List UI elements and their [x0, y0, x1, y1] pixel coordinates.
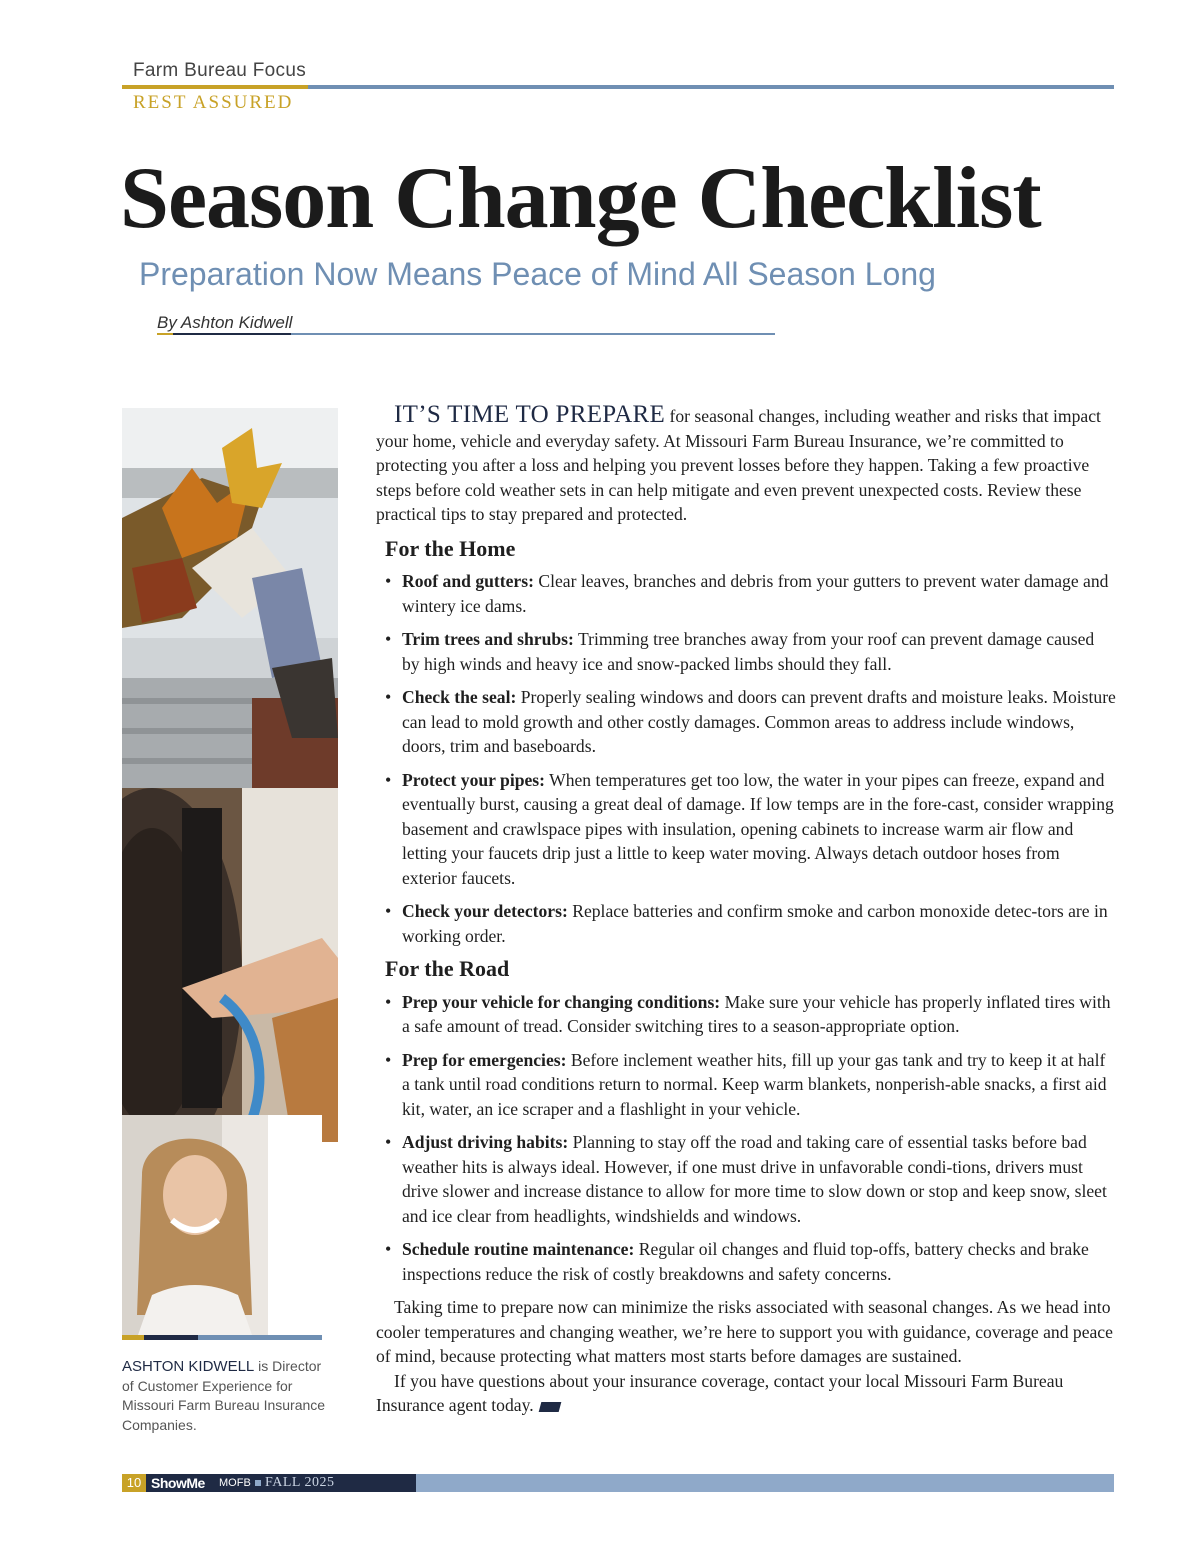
portrait-border-right [268, 1115, 322, 1335]
author-bio-text: is Director of Customer Experience for Missouri Farm Bureau Insurance Companies. [122, 1358, 326, 1433]
article-subtitle: Preparation Now Means Peace of Mind All Season Long [139, 256, 936, 292]
road-tips-list [376, 990, 1116, 1287]
list-item: • Protect your pipes: When temperatures get too low, the water in your pipes can freeze, expand and eventually burst, causing a great deal of damage. If low temps are in the fore-cast, consider wrapping basement and crawlspace pipes with insulation, opening cabinets to increase warm air flow and letting your faucets drip just a little to keep water moving. Always detach outdoor hoses from exterior faucets. [402, 768, 1116, 891]
closing-paragraph-1: Taking time to prepare now can minimize the risks associated with seasonal changes. As we head into cooler temperatures and changing weather, we’re here to support you with guidance, coverage and peace of mind, because protecting what matters most starts before damages are sustained. [376, 1297, 1113, 1366]
list-item: • Prep for emergencies: Before inclement weather hits, fill up your gas tank and try to keep it at half a tank until road conditions return to normal. Keep warm blankets, nonperish-able snacks, a first aid kit, water, an ice scraper and a flashlight in your vehicle. [402, 1048, 1116, 1122]
lead-in: IT’S TIME TO PREPARE [394, 401, 666, 428]
magazine-logo: ShowMe [151, 1475, 205, 1491]
portrait-rule-navy [144, 1335, 198, 1340]
list-item: • Check your detectors: Replace batteries and confirm smoke and carbon monoxide detec-tors are in working order. [402, 899, 1116, 948]
tire-inflation-photo [122, 788, 338, 1142]
byline-rule-navy [173, 333, 291, 335]
org-name: MOFB [219, 1477, 251, 1489]
closing-paragraph-2: If you have questions about your insurance coverage, contact your local Missouri Farm Bureau Insurance agent today. [376, 1370, 1064, 1415]
header-rule-gold [122, 85, 308, 89]
byline: By Ashton Kidwell [157, 313, 293, 332]
intro-text: for seasonal changes, including weather and risks that impact your home, vehicle and everyday safety. At Missouri Farm Bureau Insurance, we’re committed to protecting you after a loss and helping you prevent losses before they happen. Taking a few proactive steps before cold weather sets in can help mitigate and even prevent unexpected costs. Review these practical tips to stay prepared and protected. [376, 406, 1101, 524]
portrait-rule-blue [198, 1335, 322, 1340]
road-heading: For the Road [385, 956, 510, 981]
home-tips-list [376, 569, 1116, 948]
issue-label: FALL 2025 [265, 1475, 335, 1490]
section-title: Farm Bureau Focus [133, 60, 306, 81]
portrait-rule-gold [122, 1335, 144, 1340]
list-item: • Prep your vehicle for changing conditions: Make sure your vehicle has properly inflated tires with a safe amount of tread. Consider switching tires to a season-appropriate option. [402, 990, 1116, 1039]
list-item: • Roof and gutters: Clear leaves, branches and debris from your gutters to prevent water damage and wintery ice dams. [402, 569, 1116, 618]
footer-separator [255, 1480, 261, 1486]
section-kicker: REST ASSURED [133, 92, 294, 113]
article-body [376, 403, 1116, 1418]
list-item: • Check the seal: Properly sealing windows and doors can prevent drafts and moisture leaks. Moisture can lead to mold growth and other costly damages. Common areas to address include windows, doors, trim and baseboards. [402, 685, 1116, 759]
author-portrait [122, 1115, 268, 1335]
list-item: • Trim trees and shrubs: Trimming tree branches away from your roof can prevent damage caused by high winds and heavy ice and snow-packed limbs should they fall. [402, 627, 1116, 676]
author-bio-name: ASHTON KIDWELL [122, 1358, 255, 1375]
intro-paragraph [376, 403, 1116, 527]
author-bio [122, 1357, 332, 1435]
home-heading: For the Home [385, 535, 516, 561]
end-mark-icon [538, 1402, 561, 1412]
article-title: Season Change Checklist [120, 150, 1041, 247]
gutter-leaves-photo [122, 408, 338, 788]
byline-rule-gold [157, 333, 173, 335]
header-rule-blue [308, 85, 1114, 89]
list-item: • Schedule routine maintenance: Regular oil changes and fluid top-offs, battery checks and brake inspections reduce the risk of costly breakdowns and safety concerns. [402, 1237, 1116, 1286]
page-number: 10 [122, 1474, 146, 1492]
footer-bar-light [416, 1474, 1114, 1492]
byline-rule-blue [291, 333, 775, 335]
list-item: • Adjust driving habits: Planning to stay off the road and taking care of essential tasks before bad weather hits is always ideal. However, if one must drive in unfavorable condi-tions, drivers must drive slower and increase distance to allow for more time to slow down or stop and keep snow, sleet and ice clear from headlights, windshields and windows. [402, 1130, 1116, 1228]
